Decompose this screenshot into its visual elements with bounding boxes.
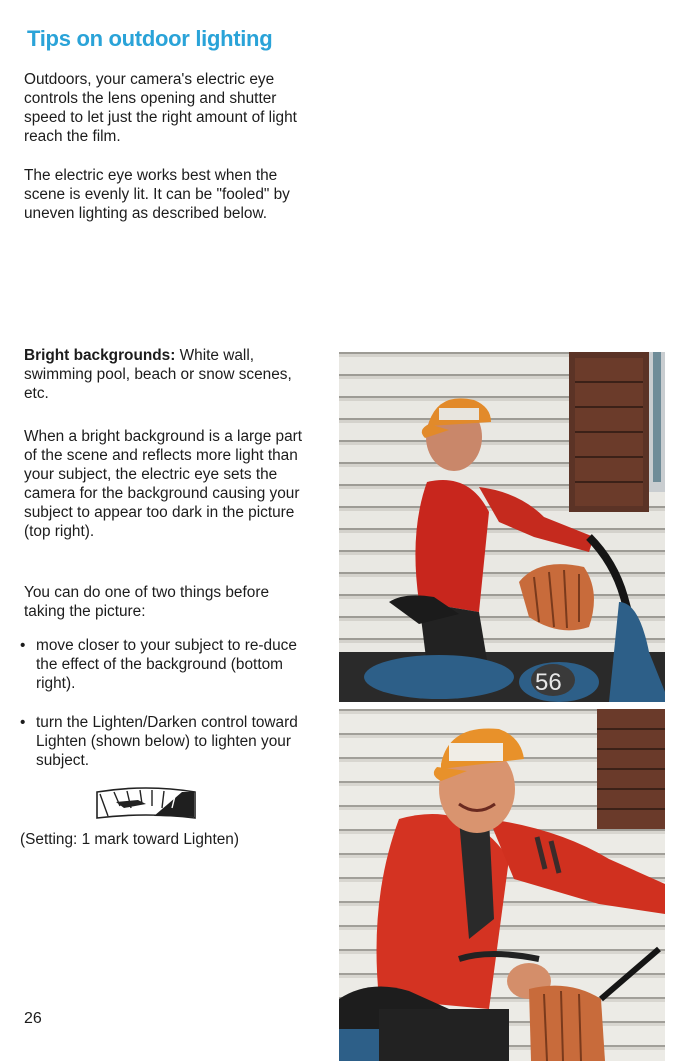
bright-backgrounds-heading: Bright backgrounds: <box>24 347 176 364</box>
intro-text: Outdoors, your camera's electric eye controls the lens opening and shutter speed to let just the right amount of light reach the film. <box>24 71 297 145</box>
electric-eye-text: The electric eye works best when the scene is evenly lit. It can be "fooled" by uneven lighting as described below. <box>24 167 290 222</box>
setting-caption: (Setting: 1 mark toward Lighten) <box>20 831 239 848</box>
bright-backgrounds-examples: White wall, swimming pool, beach or snow scenes, etc. <box>24 347 292 402</box>
bullet-icon: • <box>20 637 26 654</box>
list-item-text: move closer to your subject to re-duce the effect of the background (bottom right). <box>36 637 297 692</box>
bike-number-plate: 56 <box>535 669 562 696</box>
intro-paragraph <box>24 70 314 146</box>
bright-backgrounds-text <box>24 346 314 403</box>
two-things-paragraph <box>24 583 314 621</box>
photo-bright-background <box>339 352 665 702</box>
list-item <box>20 713 320 770</box>
bright-background-explanation-text: When a bright background is a large part of the scene and reflects more light than your subject, the electric eye sets the camera for the background causing your subject to appear too dark in the picture (top right). <box>24 428 303 540</box>
bright-background-explanation <box>24 427 314 541</box>
lighten-darken-dial-icon <box>94 786 198 820</box>
list-item <box>20 636 320 693</box>
page-title: Tips on outdoor lighting <box>27 26 273 51</box>
bright-backgrounds-paragraph <box>24 346 314 403</box>
tip-list-first <box>20 636 320 693</box>
page-number: 26 <box>24 1010 42 1027</box>
electric-eye-paragraph <box>24 166 314 223</box>
two-things-text: You can do one of two things before taking the picture: <box>24 584 270 620</box>
tip-list-second <box>20 713 320 770</box>
list-item-text: turn the Lighten/Darken control toward Lighten (shown below) to lighten your subject. <box>36 714 298 769</box>
bullet-icon: • <box>20 714 26 731</box>
photo-closer-subject <box>339 709 665 1061</box>
